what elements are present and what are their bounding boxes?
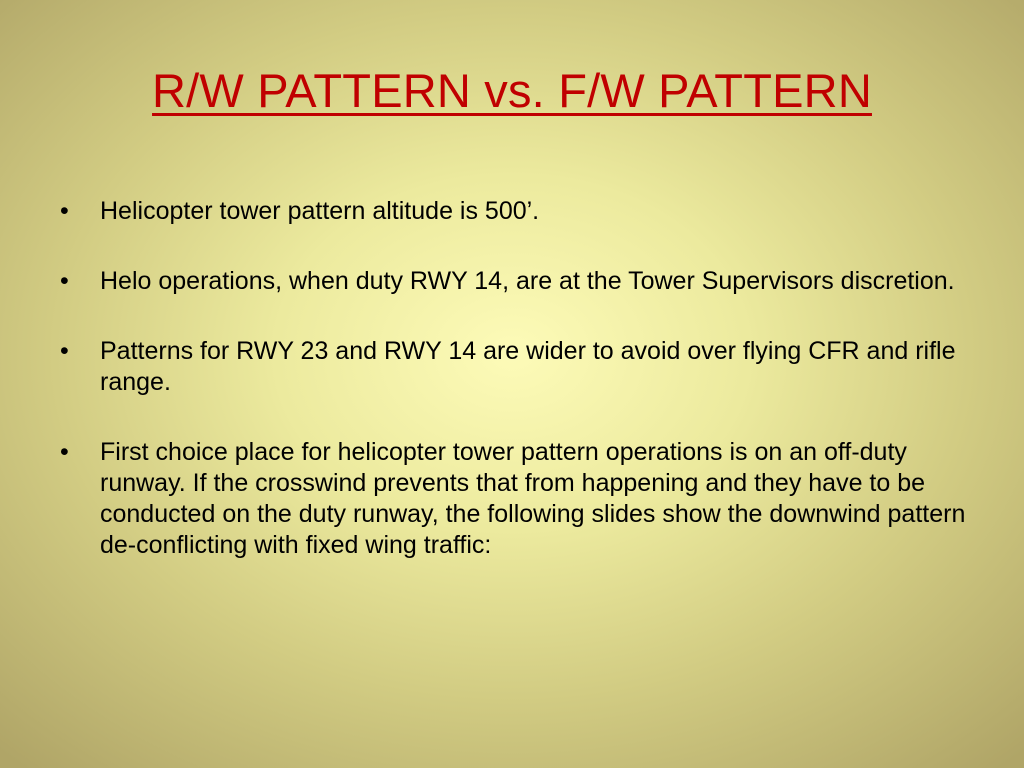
list-item xyxy=(56,437,976,561)
bullet-marker: • xyxy=(60,438,69,466)
list-item xyxy=(56,266,976,297)
bullet-list xyxy=(56,196,976,600)
slide-title: R/W PATTERN vs. F/W PATTERN xyxy=(152,64,872,117)
bullet-text: Patterns for RWY 23 and RWY 14 are wider to avoid over flying CFR and rifle range. xyxy=(100,337,956,396)
bullet-text: Helo operations, when duty RWY 14, are at the Tower Supervisors discretion. xyxy=(100,267,955,295)
bullet-text: First choice place for helicopter tower pattern operations is on an off-duty runway. If the crosswind prevents that from happening and they have to be conducted on the duty runway, the following slides show the downwind pattern de-conflicting with fixed wing traffic: xyxy=(100,438,966,559)
bullet-text: Helicopter tower pattern altitude is 500’. xyxy=(100,197,540,225)
bullet-marker: • xyxy=(60,337,69,365)
list-item xyxy=(56,336,976,398)
bullet-marker: • xyxy=(60,197,69,225)
bullet-marker: • xyxy=(60,267,69,295)
list-item xyxy=(56,196,976,227)
